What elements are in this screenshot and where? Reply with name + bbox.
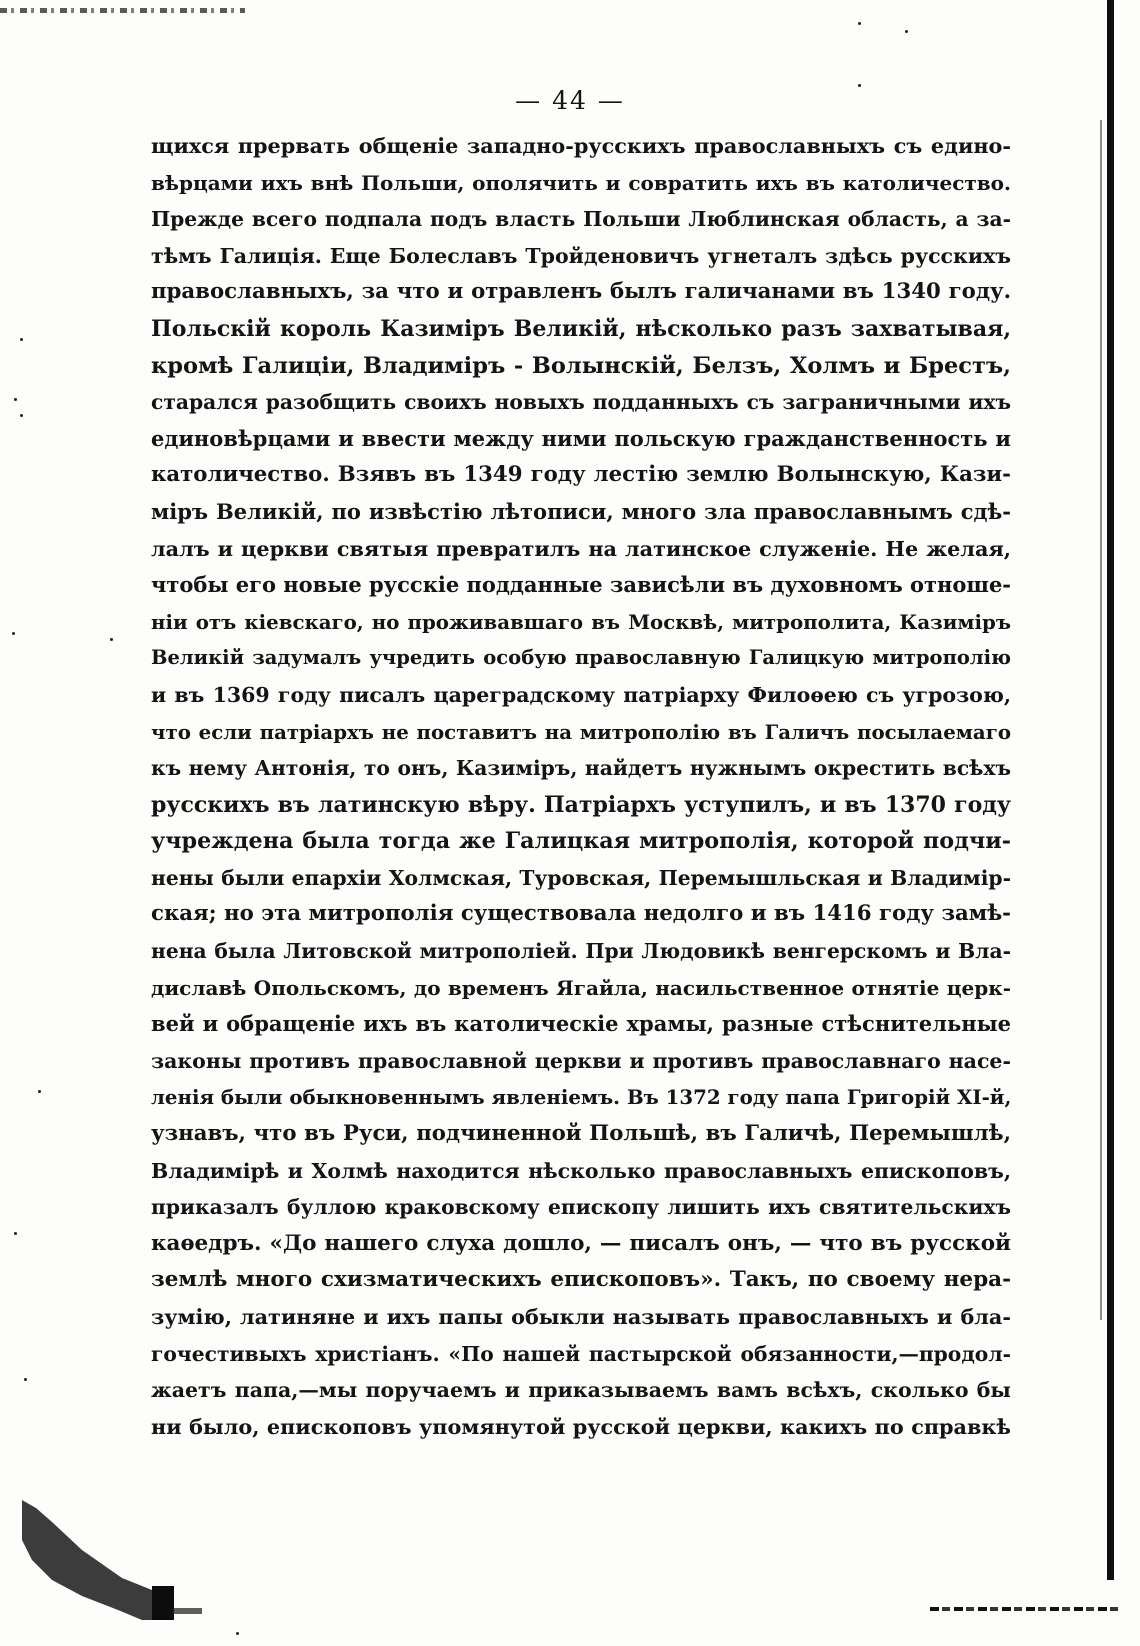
scan-speck — [905, 30, 908, 33]
text-line: ская; но эта митрополія существовала недолго и въ 1416 году замѣ- — [151, 901, 1011, 927]
scan-noise-top — [0, 8, 245, 13]
text-line: нена была Литовской митрополіей. При Людовикѣ венгерскомъ и Вла- — [151, 939, 1011, 964]
text-line: къ нему Антонія, то онъ, Казиміръ, найдетъ нужнымъ окрестить всѣхъ — [151, 756, 1011, 781]
text-line: кромѣ Галиціи, Владиміръ - Волынскій, Белзъ, Холмъ и Брестъ, — [151, 352, 1011, 379]
text-line: Владимірѣ и Холмѣ находится нѣсколько православныхъ епископовъ, — [151, 1158, 1011, 1183]
scan-speck — [14, 1232, 17, 1235]
text-line: ни было, епископовъ упомянутой русской церкви, какихъ по справкѣ — [151, 1414, 1011, 1439]
text-line: что если патріархъ не поставитъ на митрополію въ Галичъ посылаемаго — [151, 719, 1011, 744]
text-line: землѣ много схизматическихъ епископовъ». Такъ, по своему нера- — [151, 1267, 1011, 1293]
page-number: — 44 — — [515, 86, 625, 115]
scan-speck — [236, 1632, 239, 1635]
scan-speck — [38, 1090, 41, 1093]
text-line: чтобы его новые русскіе подданные зависѣли въ духовномъ отноше- — [151, 572, 1012, 598]
text-line: щихся прервать общеніе западно-русскихъ православныхъ съ едино- — [151, 134, 1011, 158]
scan-edge-right-shadow — [1100, 120, 1102, 1320]
text-line: ленія были обыкновеннымъ явленіемъ. Въ 1372 году папа Григорій XI-й, — [151, 1085, 1012, 1110]
text-line: католичество. Взявъ въ 1349 году лестію землю Волынскую, Кази- — [151, 462, 1011, 488]
text-line: узнавъ, что въ Руси, подчиненной Польшѣ, въ Галичѣ, Перемышлѣ, — [151, 1121, 1011, 1147]
text-line: жаетъ папа,—мы поручаемъ и приказываемъ вамъ всѣхъ, сколько бы — [151, 1378, 1011, 1403]
text-line: нены были епархіи Холмская, Туровская, Перемышльская и Владимір- — [151, 865, 1011, 890]
text-line: православныхъ, за что и отравленъ былъ галичанами въ 1340 году. — [151, 279, 1011, 305]
text-line: единовѣрцами и ввести между ними польскую гражданственность и — [151, 425, 1011, 451]
scan-speck — [20, 338, 23, 341]
scan-blot-bottom-left — [22, 1500, 212, 1620]
text-line: ніи отъ кіевскаго, но проживавшаго въ Москвѣ, митрополита, Казиміръ — [151, 609, 1011, 634]
text-line: вей и обращеніе ихъ въ католическіе храмы, разные стѣснительные — [151, 1011, 1011, 1037]
text-line: Польскій король Казиміръ Великій, нѣсколько разъ захватывая, — [151, 315, 1011, 342]
text-line: русскихъ въ латинскую вѣру. Патріархъ уступилъ, и въ 1370 году — [151, 791, 1011, 818]
text-line: вѣрцами ихъ внѣ Польши, ополячить и совратить ихъ въ католичество. — [151, 170, 1011, 195]
text-line: міръ Великій, по извѣстію лѣтописи, много зла православнымъ сдѣ- — [151, 498, 1011, 524]
text-line: Прежде всего подпала подъ власть Польши Люблинская область, а за- — [151, 207, 1011, 232]
body-text — [151, 128, 1011, 1445]
scan-line-bottom-right — [930, 1607, 1120, 1611]
text-line: старался разобщить своихъ новыхъ подданныхъ съ заграничными ихъ — [151, 390, 1011, 415]
scan-speck — [12, 632, 15, 635]
scan-speck — [858, 22, 861, 25]
text-line: приказалъ буллою краковскому епископу лишить ихъ святительскихъ — [151, 1195, 1011, 1220]
scan-speck — [24, 1378, 27, 1381]
text-line: законы противъ православной церкви и противъ православнаго насе- — [151, 1048, 1011, 1073]
text-line: каѳедръ. «До нашего слуха дошло, — писалъ онъ, — что въ русской — [151, 1230, 1011, 1256]
scan-edge-right — [1107, 0, 1114, 1580]
text-line: учреждена была тогда же Галицкая митрополія, которой подчи- — [151, 828, 1011, 855]
text-line: Великій задумалъ учредить особую православную Галицкую митрополію — [151, 646, 1011, 670]
text-line: гочестивыхъ христіанъ. «По нашей пастырской обязанности,—продол- — [151, 1341, 1011, 1366]
text-line: и въ 1369 году писалъ цареградскому патріарху Филоѳею съ угрозою, — [151, 682, 1011, 707]
scan-speck — [110, 638, 113, 641]
scan-speck — [14, 398, 17, 401]
text-line: зумію, латиняне и ихъ папы обыкли называть православныхъ и бла- — [151, 1305, 1011, 1329]
text-line: диславѣ Опольскомъ, до временъ Ягайла, насильственное отнятіе церк- — [151, 975, 1011, 1000]
text-line: лалъ и церкви святыя превратилъ на латинское служеніе. Не желая, — [151, 536, 1011, 561]
scan-speck — [20, 414, 23, 417]
text-line: тѣмъ Галиція. Еще Болеславъ Тройденовичъ угнеталъ здѣсь русскихъ — [151, 243, 1011, 268]
